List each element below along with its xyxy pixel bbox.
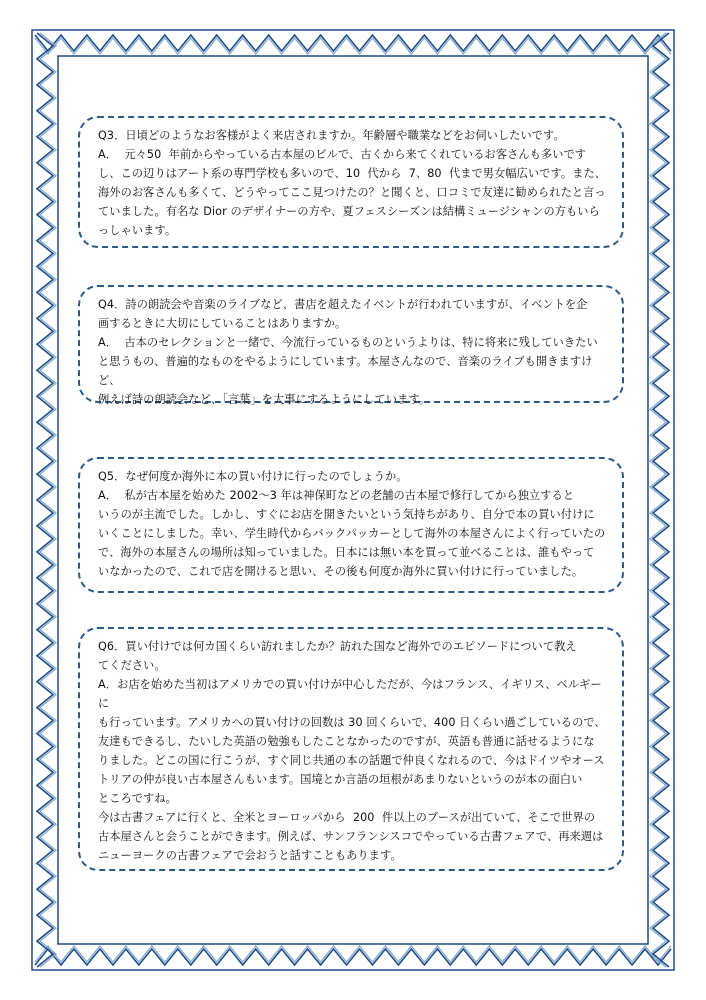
qa-line: ていました。有名な Dior のデザイナーの方や、夏フェスシーズンは結構ミュージシャンの方もいら (98, 205, 600, 218)
qa-line: A． 私が古本屋を始めた 2002～3 年は神保町などの老舗の古本屋で修行してから独立すると (98, 489, 575, 502)
qa-line: で、海外の本屋さんの場所は知っていました。日本には無い本を買って並べることは、誰もやって (98, 546, 595, 559)
qa-line: てください。 (98, 659, 166, 672)
qa-line: 今は古書フェアに行くと、全米とヨーロッパから 200 件以上のブースが出ていて、そこで世界の (98, 811, 596, 824)
qa-box-q6 (78, 627, 624, 871)
qa-line: も行っています。アメリカへの買い付けの回数は 30 回くらいで、400 日くらい過ごしているので、 (98, 716, 606, 729)
qa-line: いうのが主流でした。しかし、すぐにお店を開きたいという気持ちがあり、自分で本の買い付けに (98, 508, 595, 521)
qa-line: A．お店を始めた当初はアメリカでの買い付けが中心しただが、今はフランス、イギリス、ベルギーに (98, 678, 602, 710)
qa-line: 古本屋さんと会うことができます。例えば、サンフランシスコでやっている古書フェアで、再来週は (98, 830, 604, 843)
qa-line: A． 元々50 年前からやっている古本屋のビルで、古くから来てくれているお客さんも多いです (98, 148, 587, 161)
qa-line: っしゃいます。 (98, 224, 177, 237)
qa-line: ところですね。 (98, 792, 177, 805)
qa-line: 例えば詩の朗読会など、「言葉」を大事にするようにしています。 (98, 393, 431, 406)
qa-line: 画するときに大切にしていることはありますか。 (98, 317, 347, 330)
qa-line: A． 古本のセレクションと一緒で、今流行っているものというよりは、特に将来に残していきたい (98, 336, 598, 349)
qa-line: いなかったので、これで店を開けると思い、その後も何度か海外に買い付けに行っていました。 (98, 565, 584, 578)
qa-line: 海外のお客さんも多くて、どうやってここ見つけたの？と聞くと、口コミで友達に勧められたと言っ (98, 186, 606, 199)
qa-line: ニューヨークの古書フェアで会おうと話すこともあります。 (98, 849, 402, 862)
qa-line: トリアの仲が良い古本屋さんもいます。国境とか言語の垣根があまりないというのが本の面白い (98, 773, 583, 786)
qa-line: Q4．詩の朗読会や音楽のライブなど、書店を超えたイベントが行われていますが、イベントを企 (98, 298, 588, 311)
qa-line: いくことにしました。幸い、学生時代からバックパッカーとして海外の本屋さんによく行っていたの (98, 527, 606, 540)
border-zigzag (40, 33, 56, 967)
qa-box-q3 (78, 116, 624, 248)
qa-line: りました。どこの国に行こうが、すぐ同じ共通の本の話題で仲良くなれるので、今はドイツやオース (98, 754, 605, 767)
border-zigzag (650, 33, 666, 967)
qa-line: Q5．なぜ何度か海外に本の買い付けに行ったのでしょうか。 (98, 470, 408, 483)
qa-box-q4 (78, 285, 624, 406)
qa-box-q5 (78, 457, 624, 593)
qa-line: と思うもの、普遍的なものをやるようにしています。本屋さんなので、音楽のライブも開きますけど、 (98, 355, 593, 387)
qa-line: Q3．日頃どのようなお客様がよく来店されますか。年齢層や職業などをお伺いしたいです。 (98, 129, 565, 142)
qa-line: 友達もできるし、たいした英語の勉強もしたことなかったのですが、英語も普通に話せるようにな (98, 735, 595, 748)
qa-line: し、この辺りはアート系の専門学校も多いので、10 代から 7、80 代まで男女幅広いです。また、 (98, 167, 607, 180)
qa-line: Q6．買い付けでは何カ国くらい訪れましたか？訪れた国など海外でのエピソードについて教え (98, 640, 577, 653)
